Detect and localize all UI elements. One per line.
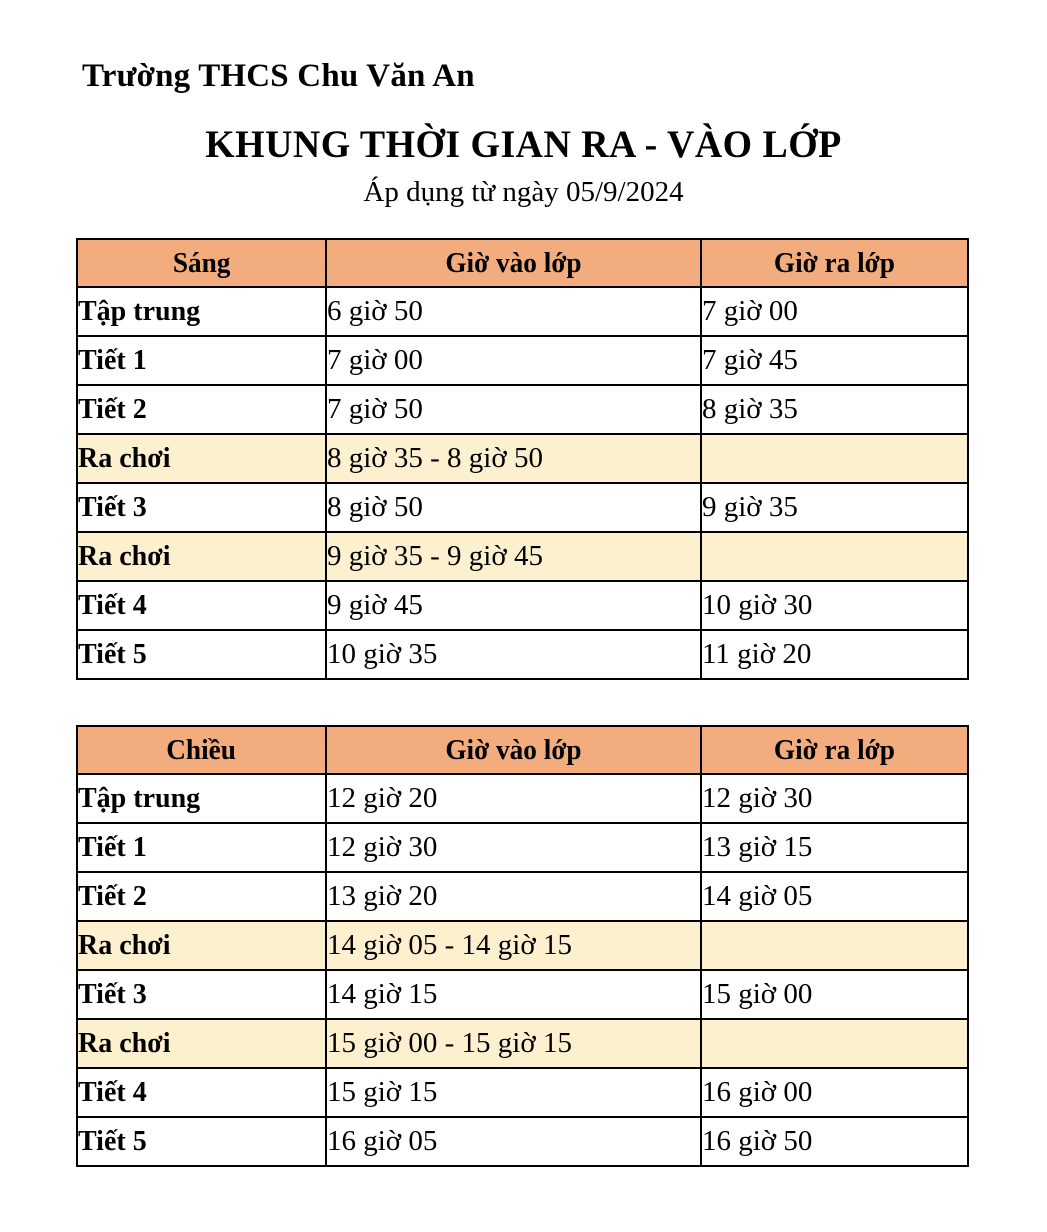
cell-end-time: 7 giờ 00 <box>701 287 968 336</box>
column-header-end-time-label: Giờ ra lớp <box>773 246 896 279</box>
cell-start-time: 6 giờ 50 <box>326 287 701 336</box>
morning-schedule-table <box>76 238 969 680</box>
cell-start-time: 12 giờ 30 <box>326 823 701 872</box>
school-name: Trường THCS Chu Văn An <box>82 58 475 94</box>
column-header-start-time <box>326 239 701 287</box>
cell-break-label: Ra chơi <box>77 532 326 581</box>
cell-end-time: 12 giờ 30 <box>701 774 968 823</box>
cell-end-time: 15 giờ 00 <box>701 970 968 1019</box>
cell-break-label: Ra chơi <box>77 1019 326 1068</box>
cell-end-time: 10 giờ 30 <box>701 581 968 630</box>
table-row <box>77 1019 968 1068</box>
table-row <box>77 483 968 532</box>
page-title: KHUNG THỜI GIAN RA - VÀO LỚP <box>205 123 842 166</box>
table-header-row <box>77 239 968 287</box>
cell-period-label: Tập trung <box>77 774 326 823</box>
cell-end-time <box>701 532 968 581</box>
column-header-start-time-label: Giờ vào lớp <box>445 733 582 766</box>
cell-start-time: 10 giờ 35 <box>326 630 701 679</box>
cell-start-time: 16 giờ 05 <box>326 1117 701 1166</box>
cell-period-label: Tập trung <box>77 287 326 336</box>
column-header-end-time <box>701 239 968 287</box>
column-header-end-time-label: Giờ ra lớp <box>773 733 896 766</box>
cell-end-time: 16 giờ 50 <box>701 1117 968 1166</box>
table-row <box>77 1117 968 1166</box>
cell-start-time: 9 giờ 45 <box>326 581 701 630</box>
table-row <box>77 872 968 921</box>
cell-break-label: Ra chơi <box>77 434 326 483</box>
cell-end-time: 14 giờ 05 <box>701 872 968 921</box>
table-row <box>77 630 968 679</box>
morning-table-head <box>77 239 968 287</box>
cell-period-label: Tiết 2 <box>77 872 326 921</box>
cell-start-time: 9 giờ 35 - 9 giờ 45 <box>326 532 701 581</box>
table-row <box>77 581 968 630</box>
cell-end-time <box>701 434 968 483</box>
cell-end-time: 16 giờ 00 <box>701 1068 968 1117</box>
cell-period-label: Tiết 2 <box>77 385 326 434</box>
effective-date-subtitle: Áp dụng từ ngày 05/9/2024 <box>363 176 684 208</box>
afternoon-table-head <box>77 726 968 774</box>
table-row <box>77 774 968 823</box>
cell-end-time: 8 giờ 35 <box>701 385 968 434</box>
afternoon-table-body <box>77 774 968 1166</box>
cell-period-label: Tiết 3 <box>77 970 326 1019</box>
table-row <box>77 970 968 1019</box>
cell-break-label: Ra chơi <box>77 921 326 970</box>
cell-end-time: 13 giờ 15 <box>701 823 968 872</box>
cell-period-label: Tiết 3 <box>77 483 326 532</box>
table-row <box>77 532 968 581</box>
cell-start-time: 12 giờ 20 <box>326 774 701 823</box>
cell-end-time <box>701 1019 968 1068</box>
cell-period-label: Tiết 4 <box>77 1068 326 1117</box>
column-header-session-label: Sáng <box>172 246 231 279</box>
cell-end-time: 7 giờ 45 <box>701 336 968 385</box>
cell-period-label: Tiết 5 <box>77 1117 326 1166</box>
cell-start-time: 15 giờ 15 <box>326 1068 701 1117</box>
cell-period-label: Tiết 4 <box>77 581 326 630</box>
column-header-session <box>77 239 326 287</box>
cell-end-time: 9 giờ 35 <box>701 483 968 532</box>
table-row <box>77 1068 968 1117</box>
cell-start-time: 7 giờ 00 <box>326 336 701 385</box>
cell-period-label: Tiết 1 <box>77 336 326 385</box>
column-header-start-time-label: Giờ vào lớp <box>445 246 582 279</box>
cell-period-label: Tiết 1 <box>77 823 326 872</box>
cell-period-label: Tiết 5 <box>77 630 326 679</box>
cell-start-time: 15 giờ 00 - 15 giờ 15 <box>326 1019 701 1068</box>
cell-start-time: 7 giờ 50 <box>326 385 701 434</box>
cell-start-time: 8 giờ 50 <box>326 483 701 532</box>
cell-start-time: 13 giờ 20 <box>326 872 701 921</box>
table-row <box>77 287 968 336</box>
column-header-session <box>77 726 326 774</box>
cell-start-time: 8 giờ 35 - 8 giờ 50 <box>326 434 701 483</box>
table-row <box>77 921 968 970</box>
cell-end-time: 11 giờ 20 <box>701 630 968 679</box>
table-header-row <box>77 726 968 774</box>
afternoon-schedule-table <box>76 725 969 1167</box>
cell-end-time <box>701 921 968 970</box>
table-row <box>77 823 968 872</box>
column-header-start-time <box>326 726 701 774</box>
column-header-session-label: Chiều <box>166 733 237 766</box>
cell-start-time: 14 giờ 05 - 14 giờ 15 <box>326 921 701 970</box>
table-row <box>77 385 968 434</box>
table-row <box>77 336 968 385</box>
column-header-end-time <box>701 726 968 774</box>
morning-table-body <box>77 287 968 679</box>
cell-start-time: 14 giờ 15 <box>326 970 701 1019</box>
table-row <box>77 434 968 483</box>
